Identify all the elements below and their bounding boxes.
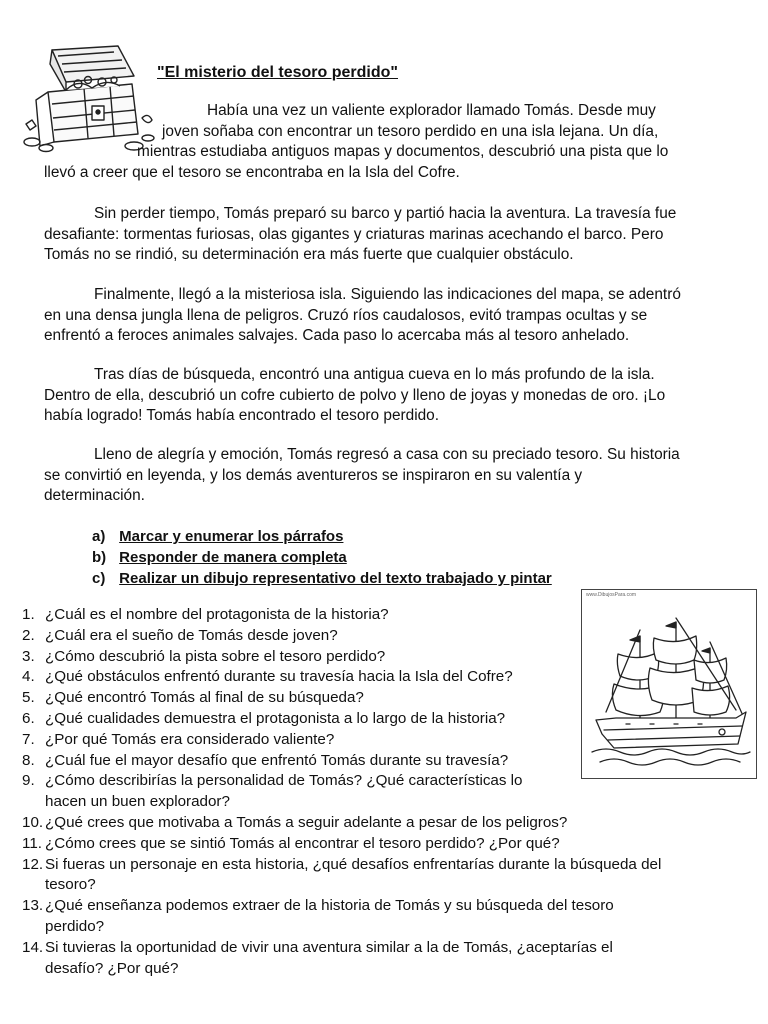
paragraph-line: había logrado! Tomás había encontrado el tesoro perdido.	[44, 407, 440, 424]
question-number: 1.	[22, 606, 35, 623]
question-list	[22, 605, 722, 979]
paragraph-line: enfrentó a feroces animales salvajes. Cada paso lo acercaba más al tesoro anhelado.	[44, 327, 630, 344]
question-number: 10.	[22, 813, 44, 831]
question-text: ¿Qué encontró Tomás al final de su búsqueda?	[45, 689, 364, 707]
paragraph-line: Dentro de ella, descubrió un cofre cubierto de polvo y lleno de joyas y monedas de oro. ¡Lo	[44, 386, 666, 404]
question-item	[22, 709, 722, 730]
question-text: ¿Cuál fue el mayor desafío que enfrentó Tomás durante su travesía?	[45, 751, 509, 769]
task-text: Marcar y enumerar los párrafos	[119, 528, 344, 545]
question-item	[22, 813, 722, 834]
paragraph-line: llevó a creer que el tesoro se encontraba en la Isla del Cofre.	[44, 164, 460, 181]
task-item	[92, 547, 552, 568]
question-number: 4.	[22, 668, 35, 686]
question-number: 8.	[22, 751, 35, 769]
question-number: 6.	[22, 709, 35, 727]
question-item	[22, 896, 722, 938]
question-item	[22, 605, 722, 626]
question-item	[22, 771, 722, 813]
paragraph-1-end	[44, 163, 460, 184]
question-item	[22, 688, 722, 709]
paragraph-line: Tras días de búsqueda, encontró una antigua cueva en lo más profundo de la isla.	[94, 366, 655, 383]
question-item	[22, 938, 722, 980]
question-text: ¿Cómo crees que se sintió Tomás al encontrar el tesoro perdido? ¿Por qué?	[45, 834, 560, 852]
question-number: 9.	[22, 772, 35, 790]
paragraph-line: Lleno de alegría y emoción, Tomás regresó a casa con su preciado tesoro. Su historia	[94, 446, 680, 463]
question-number: 13.	[22, 897, 44, 915]
question-item	[22, 834, 722, 855]
paragraph-1	[137, 101, 668, 163]
paragraph-line: en una densa jungla llena de peligros. Cruzó ríos caudalosos, evitó trampas ocultas y se	[44, 306, 648, 324]
question-item	[22, 730, 722, 751]
paragraph-line: Había una vez un valiente explorador llamado Tomás. Desde muy	[207, 102, 656, 119]
paragraph-line: Finalmente, llegó a la misteriosa isla. Siguiendo las indicaciones del mapa, se adentró	[94, 286, 681, 303]
paragraph-5	[44, 445, 680, 507]
treasure-chest-icon	[22, 42, 156, 154]
question-item	[22, 667, 722, 688]
task-label: c)	[92, 570, 106, 587]
question-text: ¿Qué enseñanza podemos extraer de la historia de Tomás y su búsqueda del tesoro perdido?	[45, 897, 614, 935]
question-text: Si fueras un personaje en esta historia, ¿qué desafíos enfrentarías durante la búsqueda del tesoro?	[45, 855, 662, 894]
question-text: ¿Cómo describirías la personalidad de Tomás? ¿Qué características lo hacen un buen explorador?	[45, 772, 523, 811]
question-item	[22, 751, 722, 772]
question-number: 7.	[22, 730, 35, 748]
paragraph-3	[44, 285, 681, 347]
question-text: ¿Qué crees que motivaba a Tomás a seguir adelante a pesar de los peligros?	[45, 813, 568, 831]
paragraph-line: desafiante: tormentas furiosas, olas gigantes y criaturas marinas acechando el barco. Pero	[44, 225, 664, 243]
illustration-caption: www.DibujosPara.com	[586, 592, 637, 598]
question-number: 12.	[22, 855, 44, 873]
question-text: ¿Por qué Tomás era considerado valiente?	[45, 730, 335, 748]
task-text: Responder de manera completa	[119, 549, 347, 566]
question-number: 5.	[22, 689, 35, 707]
question-number: 11.	[22, 834, 42, 852]
question-text: Si tuvieras la oportunidad de vivir una aventura similar a la de Tomás, ¿aceptarías el desafío? ¿Por qué?	[45, 938, 613, 977]
paragraph-2	[44, 204, 676, 266]
task-text: Realizar un dibujo representativo del texto trabajado y pintar	[119, 570, 552, 587]
task-label: b)	[92, 549, 107, 566]
story-title: "El misterio del tesoro perdido"	[157, 64, 398, 81]
task-list	[92, 526, 552, 589]
question-text: ¿Qué obstáculos enfrentó durante su travesía hacia la Isla del Cofre?	[45, 668, 513, 686]
question-text: ¿Cómo descubrió la pista sobre el tesoro perdido?	[45, 647, 386, 665]
task-item	[92, 526, 552, 547]
question-item	[22, 626, 722, 647]
question-text: ¿Qué cualidades demuestra el protagonista a lo largo de la historia?	[45, 709, 506, 727]
paragraph-line: mientras estudiaba antiguos mapas y documentos, descubrió una pista que lo	[137, 143, 669, 160]
paragraph-line: se convirtió en leyenda, y los demás aventureros se inspiraron en su valentía y	[44, 466, 583, 484]
question-text: ¿Cuál era el sueño de Tomás desde joven?	[45, 626, 338, 644]
paragraph-line: joven soñaba con encontrar un tesoro perdido en una isla lejana. Un día,	[162, 122, 659, 140]
task-label: a)	[92, 528, 106, 545]
question-number: 3.	[22, 647, 35, 665]
paragraph-4	[44, 365, 665, 427]
question-item	[22, 855, 722, 897]
paragraph-line: determinación.	[44, 487, 145, 504]
question-text: ¿Cuál es el nombre del protagonista de la historia?	[45, 606, 389, 623]
question-item	[22, 647, 722, 668]
paragraph-line: Tomás no se rindió, su determinación era más fuerte que cualquier obstáculo.	[44, 246, 574, 263]
question-number: 14.	[22, 938, 44, 956]
task-item	[92, 568, 552, 589]
question-number: 2.	[22, 626, 35, 644]
paragraph-line: Sin perder tiempo, Tomás preparó su barco y partió hacia la aventura. La travesía fue	[94, 205, 677, 222]
